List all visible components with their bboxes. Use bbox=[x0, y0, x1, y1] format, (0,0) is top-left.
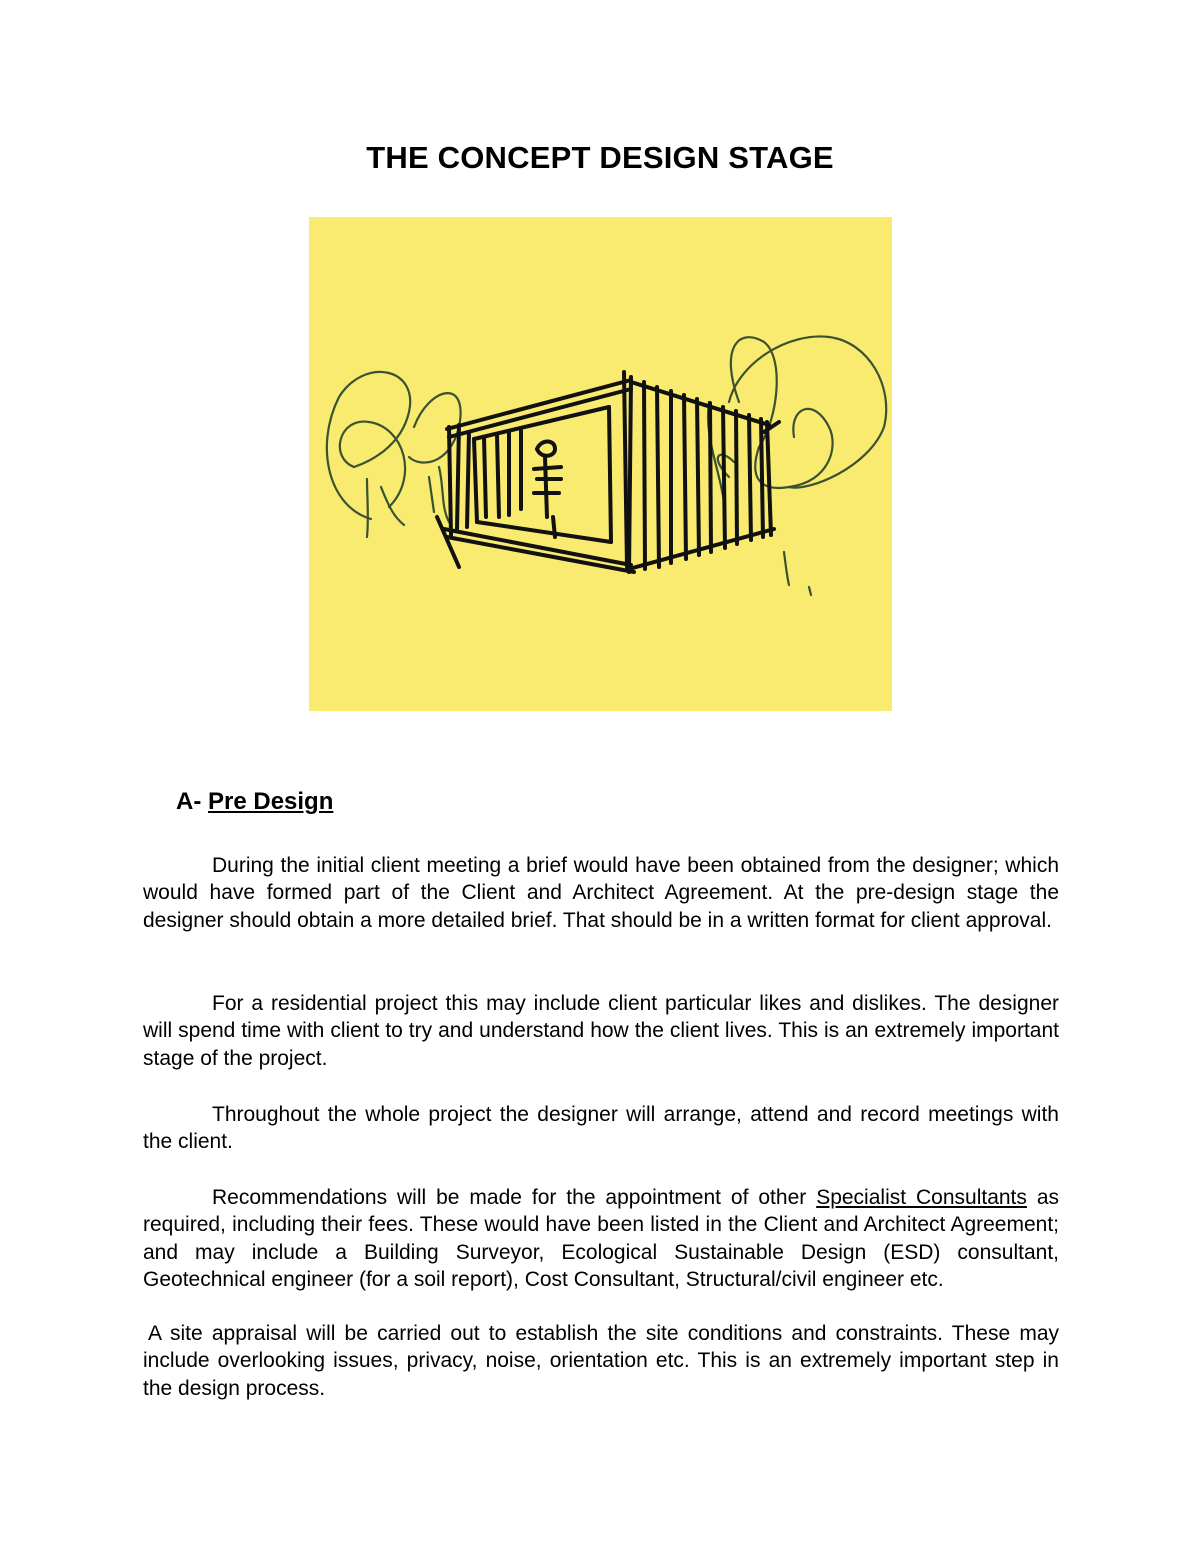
specialist-consultants-link[interactable]: Specialist Consultants bbox=[816, 1186, 1027, 1209]
concept-sketch-image bbox=[309, 217, 892, 711]
paragraph-recommendations bbox=[143, 1184, 1059, 1293]
paragraph-recommendations-text-end: as required, including their fees. These would have been listed in the Client and Architect Agreement; and may include a Building Surveyor, Ecological Sustainable Design (ESD) consultant, Geotechnical engineer (for a soil report), Cost Consultant, Structural/civil engineer etc. bbox=[143, 1186, 1060, 1291]
paragraph-recommendations-text-start: Recommendations will be made for the appointment of other bbox=[212, 1186, 817, 1209]
section-heading bbox=[176, 788, 333, 816]
paragraph-residential-project: For a residential project this may include client particular likes and dislikes. The designer will spend time with client to try and understand how the client lives. This is an extremely important stage of the project. bbox=[143, 992, 1059, 1070]
paragraph-site-appraisal: A site appraisal will be carried out to establish the site conditions and constraints. These may include overlooking issues, privacy, noise, orientation etc. This is an extremely important step in the design process. bbox=[143, 1322, 1059, 1400]
paragraph-meetings: Throughout the whole project the designer will arrange, attend and record meetings with the client. bbox=[143, 1103, 1059, 1154]
page-title: THE CONCEPT DESIGN STAGE bbox=[366, 140, 834, 175]
paragraph-initial-brief: During the initial client meeting a brief would have been obtained from the designer; which would have formed part of the Client and Architect Agreement. At the pre-design stage the designer should obtain a more detailed brief. That should be in a written format for client approval. bbox=[143, 854, 1059, 932]
section-title: Pre Design bbox=[208, 788, 334, 815]
section-marker: A- bbox=[176, 788, 202, 815]
